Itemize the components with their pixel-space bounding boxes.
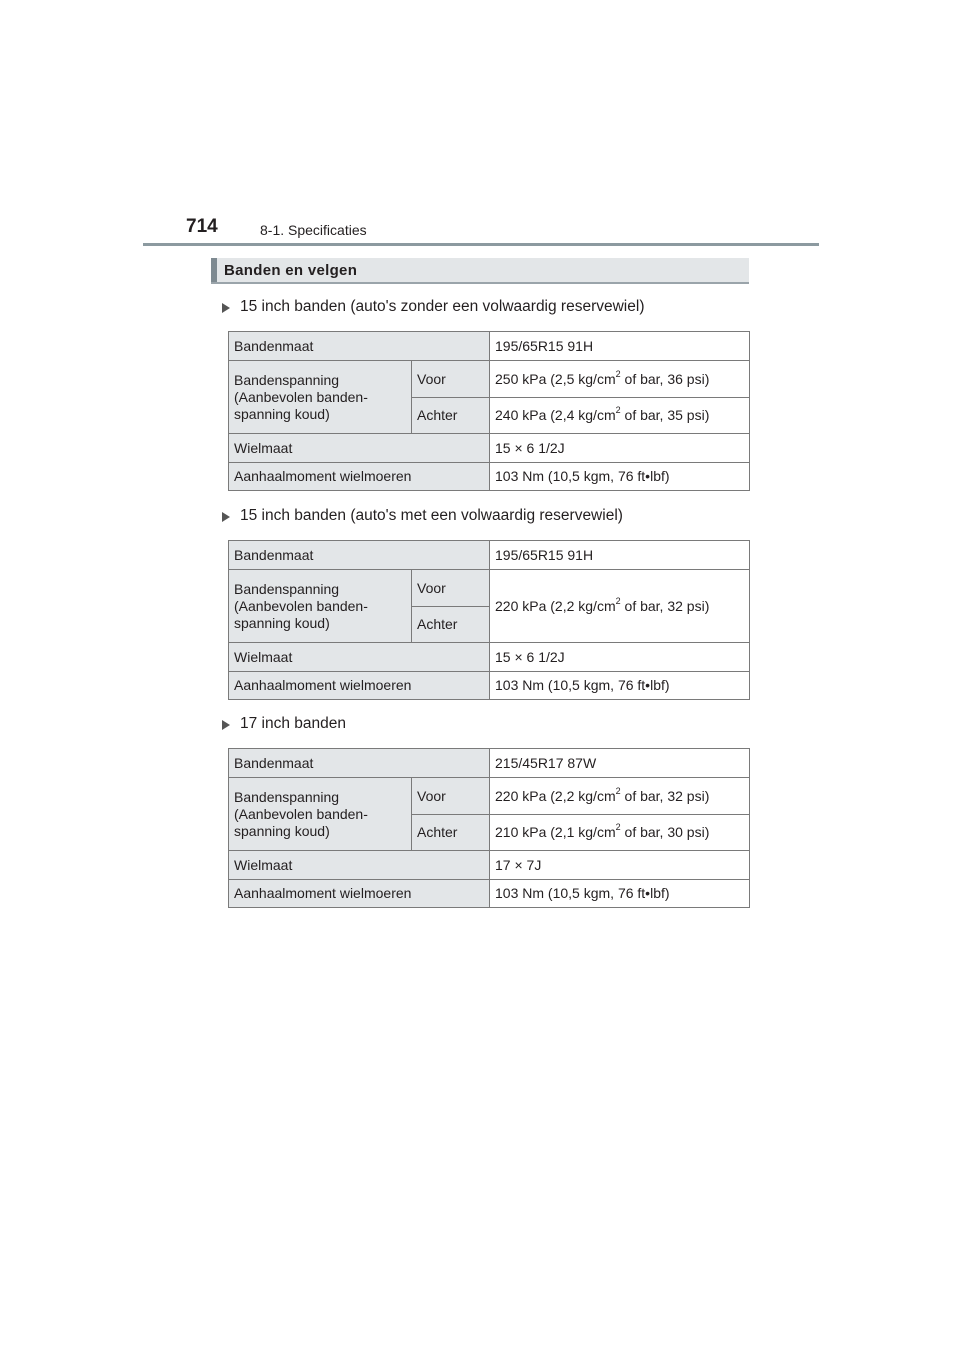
table-row bbox=[229, 570, 750, 607]
tire-size-value: 215/45R17 87W bbox=[490, 749, 750, 778]
caption-table-3 bbox=[222, 715, 346, 733]
front-pressure-value: 250 kPa (2,5 $kg/cm^2$ of bar, 36 psi) bbox=[490, 361, 750, 398]
page-number: 714 bbox=[186, 216, 218, 237]
front-label: Voor bbox=[412, 361, 490, 398]
table-row bbox=[229, 851, 750, 880]
torque-label: Aanhaalmoment wielmoeren bbox=[229, 463, 490, 491]
wheel-size-value: 15 × 6 1/2J bbox=[490, 434, 750, 463]
tire-size-label: Bandenmaat bbox=[229, 749, 490, 778]
rear-label: Achter bbox=[412, 398, 490, 434]
pressure-label: Bandenspanning (Aanbevolen banden-spanning koud) bbox=[229, 361, 412, 434]
bullet-arrow-icon bbox=[222, 303, 230, 313]
rear-label: Achter bbox=[412, 607, 490, 643]
table-row bbox=[229, 463, 750, 491]
header-rule bbox=[143, 243, 819, 246]
torque-label: Aanhaalmoment wielmoeren bbox=[229, 672, 490, 700]
section-heading-bar bbox=[211, 258, 217, 282]
section-title: Banden en velgen bbox=[224, 262, 358, 279]
table-row bbox=[229, 332, 750, 361]
front-pressure-value: 220 kPa (2,2 $kg/cm^2$ of bar, 32 psi) bbox=[490, 778, 750, 815]
table-row bbox=[229, 749, 750, 778]
spec-table-3 bbox=[228, 748, 750, 908]
spec-table-2 bbox=[228, 540, 750, 700]
front-label: Voor bbox=[412, 570, 490, 607]
table-row bbox=[229, 361, 750, 398]
caption-text: 15 inch banden (auto's zonder een volwaardig reservewiel) bbox=[240, 298, 645, 315]
rear-pressure-value: 240 kPa (2,4 $kg/cm^2$ of bar, 35 psi) bbox=[490, 398, 750, 434]
caption-table-1 bbox=[222, 298, 644, 316]
caption-table-2 bbox=[222, 507, 623, 525]
pressure-label: Bandenspanning (Aanbevolen banden-spanning koud) bbox=[229, 570, 412, 643]
table-row bbox=[229, 778, 750, 815]
table-row bbox=[229, 643, 750, 672]
wheel-size-label: Wielmaat bbox=[229, 851, 490, 880]
bullet-arrow-icon bbox=[222, 720, 230, 730]
tire-size-value: 195/65R15 91H bbox=[490, 332, 750, 361]
section-heading bbox=[211, 258, 749, 284]
torque-label: Aanhaalmoment wielmoeren bbox=[229, 880, 490, 908]
chapter-title: 8-1. Specificaties bbox=[260, 222, 367, 238]
wheel-size-value: 17 × 7J bbox=[490, 851, 750, 880]
bullet-arrow-icon bbox=[222, 512, 230, 522]
wheel-size-label: Wielmaat bbox=[229, 643, 490, 672]
rear-pressure-value: 210 kPa (2,1 $kg/cm^2$ of bar, 30 psi) bbox=[490, 815, 750, 851]
torque-value: 103 Nm (10,5 kgm, 76 ft•lbf) bbox=[490, 672, 750, 700]
spec-table-1 bbox=[228, 331, 750, 491]
wheel-size-value: 15 × 6 1/2J bbox=[490, 643, 750, 672]
tire-size-label: Bandenmaat bbox=[229, 541, 490, 570]
wheel-size-label: Wielmaat bbox=[229, 434, 490, 463]
caption-text: 15 inch banden (auto's met een volwaardig reservewiel) bbox=[240, 507, 623, 524]
pressure-label: Bandenspanning (Aanbevolen banden-spanning koud) bbox=[229, 778, 412, 851]
table-row bbox=[229, 541, 750, 570]
front-label: Voor bbox=[412, 778, 490, 815]
shared-pressure-value: 220 kPa (2,2 $kg/cm^2$ of bar, 32 psi) bbox=[490, 570, 750, 643]
table-row bbox=[229, 880, 750, 908]
torque-value: 103 Nm (10,5 kgm, 76 ft•lbf) bbox=[490, 880, 750, 908]
tire-size-label: Bandenmaat bbox=[229, 332, 490, 361]
table-row bbox=[229, 434, 750, 463]
caption-text: 17 inch banden bbox=[240, 715, 347, 732]
table-row bbox=[229, 672, 750, 700]
torque-value: 103 Nm (10,5 kgm, 76 ft•lbf) bbox=[490, 463, 750, 491]
tire-size-value: 195/65R15 91H bbox=[490, 541, 750, 570]
rear-label: Achter bbox=[412, 815, 490, 851]
